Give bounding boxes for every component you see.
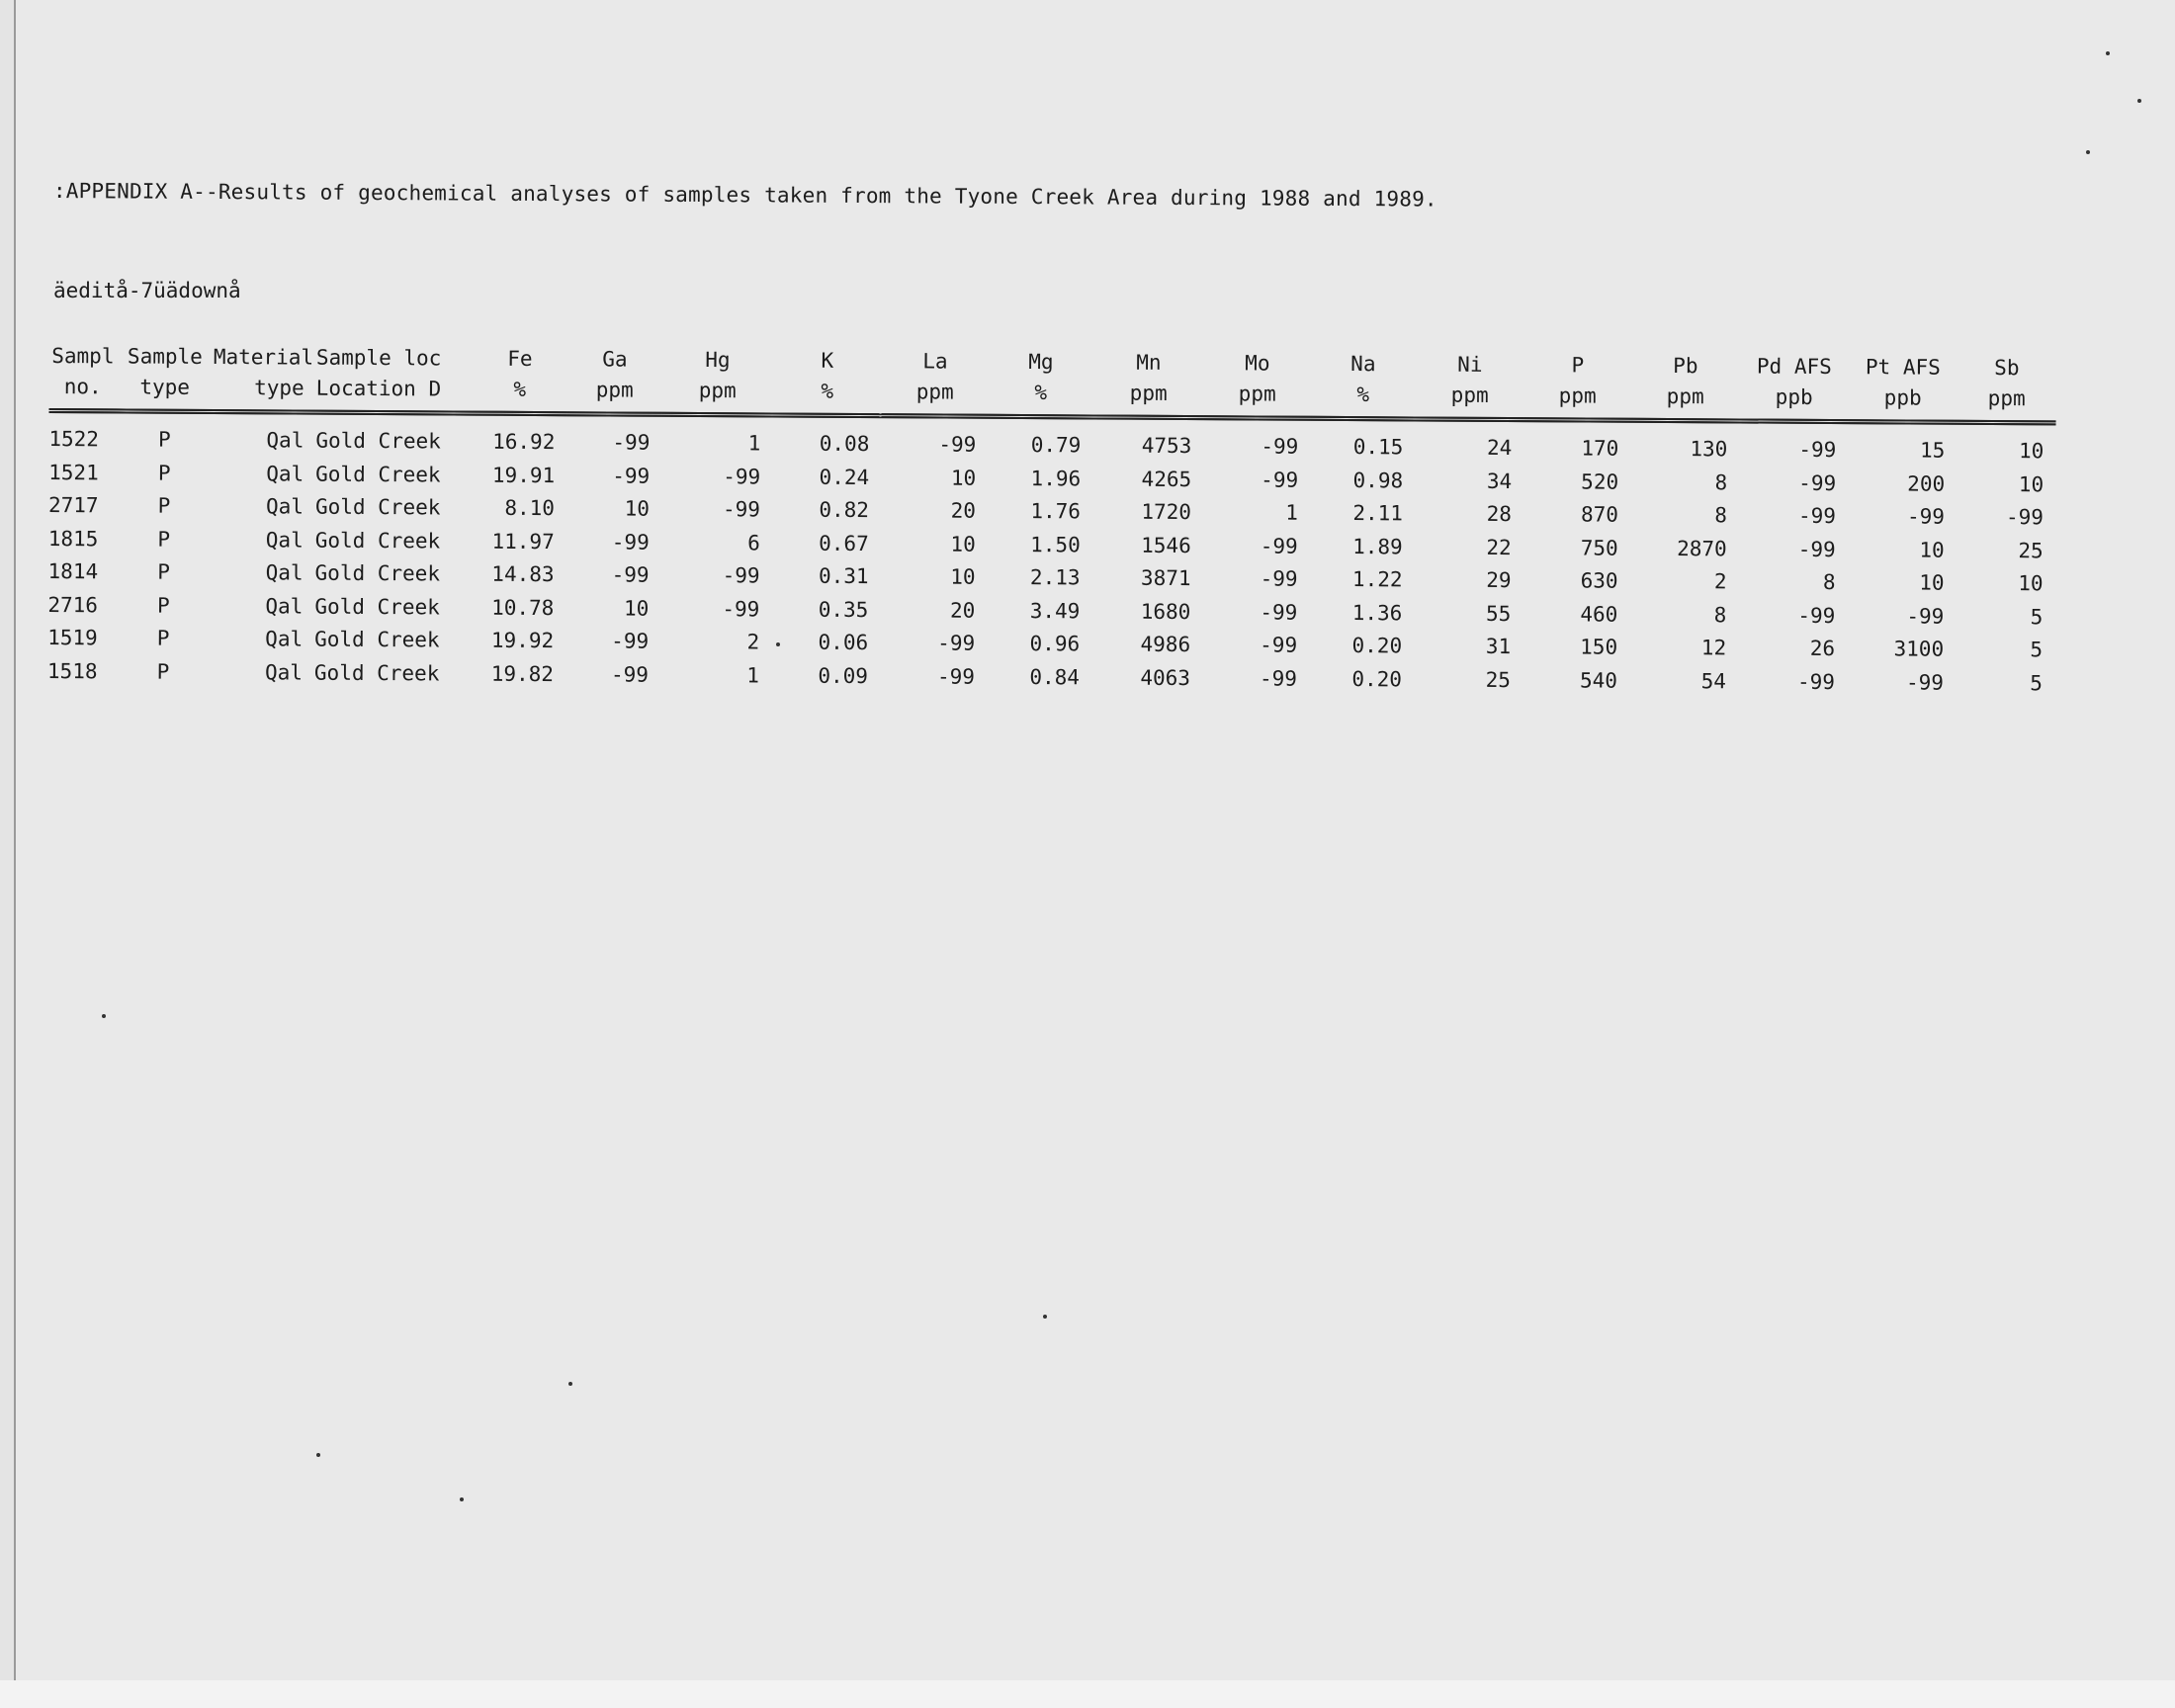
table-cell: 0.08 bbox=[819, 431, 870, 457]
table-cell: Qal bbox=[264, 659, 304, 685]
table-cell: 520 bbox=[1581, 469, 1619, 494]
table-cell: 150 bbox=[1580, 635, 1618, 659]
table-cell: -99 bbox=[1259, 665, 1298, 691]
table-cell: Gold Creek bbox=[314, 627, 440, 652]
table-cell: 870 bbox=[1580, 502, 1619, 527]
table-cell: -99 bbox=[938, 432, 977, 457]
table-cell: Qal bbox=[265, 593, 304, 619]
column-header: Mn bbox=[1136, 350, 1162, 375]
table-cell: 1519 bbox=[47, 625, 98, 650]
scanned-page bbox=[14, 0, 2175, 1680]
table-cell: 1.96 bbox=[1030, 466, 1082, 490]
table-cell: 3100 bbox=[1893, 637, 1945, 661]
table-cell: 10 bbox=[1919, 538, 1945, 562]
table-cell: 750 bbox=[1580, 535, 1618, 560]
table-cell: -99 bbox=[2005, 505, 2044, 530]
table-cell: -99 bbox=[1260, 566, 1298, 591]
table-cell: Gold Creek bbox=[314, 494, 441, 520]
table-cell: -99 bbox=[937, 631, 976, 655]
table-cell: 25 bbox=[1485, 667, 1512, 692]
table-cell: 19.92 bbox=[490, 628, 555, 653]
table-cell: -99 bbox=[1260, 633, 1298, 657]
table-cell: 2 bbox=[746, 630, 760, 654]
scan-speck bbox=[568, 1382, 572, 1386]
table-cell: 19.82 bbox=[490, 661, 555, 686]
table-cell: 0.67 bbox=[819, 531, 869, 555]
table-cell: 1 bbox=[1285, 500, 1299, 525]
table-cell: 25 bbox=[2018, 538, 2044, 562]
table-cell: 19.91 bbox=[491, 463, 556, 487]
table-cell: Qal bbox=[265, 560, 304, 585]
table-cell: 0.24 bbox=[819, 465, 870, 489]
table-cell: 5 bbox=[2030, 638, 2044, 662]
table-cell: Gold Creek bbox=[314, 594, 440, 619]
table-cell: -99 bbox=[611, 629, 650, 653]
table-cell: 0.82 bbox=[819, 497, 870, 523]
column-unit: ppm bbox=[1958, 384, 2056, 423]
table-cell: 4063 bbox=[1140, 665, 1191, 690]
table-cell: P bbox=[157, 461, 171, 485]
table-cell: -99 bbox=[611, 562, 650, 587]
column-header: Pd AFS bbox=[1756, 354, 1832, 380]
table-cell: 24 bbox=[1486, 435, 1513, 461]
table-cell: 34 bbox=[1486, 469, 1513, 493]
table-cell: 1.76 bbox=[1030, 499, 1082, 524]
table-cell: 0.35 bbox=[818, 597, 869, 622]
table-cell: 1814 bbox=[47, 558, 99, 584]
table-cell: 4753 bbox=[1141, 433, 1192, 459]
table-cell: 8.10 bbox=[504, 495, 556, 521]
table-cell: 170 bbox=[1581, 436, 1619, 461]
column-unit: ppm bbox=[1204, 379, 1311, 418]
table-cell: 2870 bbox=[1677, 536, 1727, 560]
table-cell: Qal bbox=[265, 494, 304, 519]
column-unit: ppb bbox=[1849, 383, 1958, 422]
table-cell: P bbox=[156, 659, 170, 684]
table-cell: -99 bbox=[1260, 599, 1298, 625]
table-cell: 10 bbox=[2018, 471, 2044, 496]
scan-speck bbox=[2137, 99, 2141, 103]
table-cell: -99 bbox=[1260, 533, 1298, 558]
column-unit: no. bbox=[49, 372, 117, 411]
scan-speck bbox=[316, 1453, 320, 1457]
table-cell: 15 bbox=[1919, 438, 1946, 463]
table-cell: 10 bbox=[1919, 570, 1945, 595]
table-cell: -99 bbox=[1798, 437, 1837, 463]
table-cell: -99 bbox=[1905, 669, 1945, 695]
column-unit: ppm bbox=[662, 376, 773, 415]
column-unit: % bbox=[989, 378, 1093, 417]
column-unit: ppm bbox=[1093, 378, 1204, 417]
column-unit: ppm bbox=[567, 375, 662, 414]
table-cell: 2 bbox=[1713, 569, 1727, 594]
column-header: P bbox=[1571, 353, 1585, 378]
table-cell: 2.13 bbox=[1029, 565, 1081, 590]
table-cell: -99 bbox=[722, 563, 760, 588]
table-cell: P bbox=[156, 626, 170, 650]
table-cell: 1518 bbox=[46, 658, 98, 683]
table-cell: 2716 bbox=[47, 592, 99, 617]
column-unit: type bbox=[117, 372, 214, 411]
table-cell: 11.97 bbox=[491, 529, 555, 554]
column-unit: type bbox=[214, 373, 316, 412]
scan-speck bbox=[2106, 51, 2110, 55]
column-header: Material bbox=[213, 345, 314, 370]
table-cell: 0.84 bbox=[1029, 664, 1081, 689]
column-header: Sample loc bbox=[315, 345, 442, 371]
table-cell: Gold Creek bbox=[315, 428, 441, 454]
table-cell: 1.89 bbox=[1352, 534, 1403, 558]
table-cell: -99 bbox=[1796, 669, 1836, 694]
table-cell: 130 bbox=[1690, 437, 1728, 462]
table-cell: 29 bbox=[1486, 567, 1512, 593]
column-unit: ppm bbox=[882, 377, 989, 416]
table-cell: -99 bbox=[936, 663, 976, 689]
table-cell: 22 bbox=[1486, 535, 1512, 559]
page-subtitle: äeditå-7üädownå bbox=[53, 279, 241, 302]
table-cell: 1.22 bbox=[1351, 567, 1403, 592]
column-header: Ga bbox=[602, 347, 628, 372]
table-cell: -99 bbox=[1797, 503, 1837, 529]
table-cell: 0.20 bbox=[1351, 634, 1403, 658]
table-cell: 10 bbox=[624, 496, 651, 521]
table-cell: 460 bbox=[1580, 601, 1618, 627]
table-cell: 0.09 bbox=[818, 663, 869, 688]
table-cell: 20 bbox=[950, 498, 977, 523]
table-cell: 6 bbox=[747, 530, 760, 555]
column-unit: % bbox=[1311, 380, 1416, 419]
table-cell: 4986 bbox=[1140, 632, 1191, 657]
table-cell: 0.20 bbox=[1351, 666, 1403, 691]
column-header: Sampl bbox=[51, 344, 115, 369]
table-cell: 8 bbox=[1822, 569, 1836, 595]
column-header: Mg bbox=[1028, 350, 1054, 375]
table-cell: 4265 bbox=[1141, 467, 1192, 491]
table-cell: Qal bbox=[266, 428, 304, 453]
column-unit: ppm bbox=[1416, 380, 1524, 419]
scan-bottom-margin bbox=[0, 1680, 2175, 1708]
table-cell: 3.49 bbox=[1029, 598, 1081, 623]
table-cell: Gold Creek bbox=[314, 560, 441, 586]
table-cell: 10 bbox=[623, 596, 650, 621]
table-cell: 1680 bbox=[1140, 599, 1191, 624]
table-cell: -99 bbox=[610, 661, 650, 687]
column-header: Mo bbox=[1245, 351, 1270, 376]
column-unit: ppm bbox=[1524, 381, 1631, 420]
table-cell: 0.96 bbox=[1029, 632, 1081, 656]
table-cell: 1522 bbox=[48, 426, 100, 452]
table-cell: -99 bbox=[1261, 434, 1299, 459]
table-cell: 20 bbox=[949, 598, 976, 623]
column-header: Sb bbox=[1994, 356, 2020, 381]
table-cell: 1 bbox=[747, 431, 761, 456]
table-cell: -99 bbox=[1797, 603, 1836, 628]
table-cell: Gold Creek bbox=[313, 660, 440, 685]
table-cell: 55 bbox=[1485, 601, 1512, 626]
table-cell: P bbox=[157, 527, 171, 552]
column-header: Pb bbox=[1673, 354, 1698, 379]
scan-speck bbox=[1043, 1315, 1047, 1319]
table-cell: -99 bbox=[722, 497, 761, 522]
column-header: Na bbox=[1350, 352, 1376, 377]
table-cell: Qal bbox=[265, 527, 304, 553]
table-cell: -99 bbox=[612, 463, 651, 488]
table-cell: 1546 bbox=[1141, 533, 1191, 557]
table-cell: P bbox=[156, 593, 170, 618]
table-cell: 0.15 bbox=[1352, 435, 1404, 460]
scan-speck bbox=[102, 1014, 106, 1018]
column-header: Pt AFS bbox=[1865, 355, 1941, 380]
table-cell: 12 bbox=[1700, 636, 1727, 660]
table-cell: 1.50 bbox=[1030, 532, 1081, 556]
table-cell: -99 bbox=[1906, 603, 1945, 629]
column-unit: % bbox=[773, 376, 882, 415]
table-cell: 10.78 bbox=[491, 595, 555, 620]
scan-speck bbox=[2086, 150, 2090, 154]
column-unit: Location D bbox=[316, 374, 473, 413]
table-cell: -99 bbox=[723, 464, 761, 488]
table-cell: 2717 bbox=[47, 492, 99, 518]
table-cell: 5 bbox=[2030, 604, 2044, 629]
table-cell: 3871 bbox=[1140, 565, 1191, 591]
table-cell: 8 bbox=[1714, 470, 1728, 494]
table-cell: 10 bbox=[950, 532, 976, 556]
table-cell: 1815 bbox=[47, 526, 99, 551]
table-cell: 0.79 bbox=[1030, 433, 1082, 458]
table-cell: 26 bbox=[1809, 636, 1836, 661]
table-cell: Qal bbox=[265, 627, 304, 651]
column-header: Ni bbox=[1457, 352, 1483, 377]
column-unit: ppb bbox=[1740, 382, 1849, 421]
column-unit: % bbox=[473, 375, 567, 414]
table-cell: 5 bbox=[2030, 670, 2043, 695]
table-cell: -99 bbox=[612, 430, 651, 455]
table-cell: Gold Creek bbox=[314, 528, 441, 553]
table-cell: -99 bbox=[1261, 467, 1299, 492]
table-cell: 0.98 bbox=[1352, 468, 1404, 492]
table-cell: -99 bbox=[611, 529, 650, 555]
geochem-results-table bbox=[47, 341, 2056, 700]
table-cell: 0.06 bbox=[818, 630, 869, 655]
table-cell: -99 bbox=[1798, 470, 1837, 495]
page-title: :APPENDIX A--Results of geochemical analyses of samples taken from the Tyone Creek Area during 1988 and 1989. bbox=[52, 179, 1437, 212]
table-cell: -99 bbox=[722, 596, 760, 621]
table-cell: 1 bbox=[746, 662, 760, 687]
column-header: La bbox=[922, 349, 948, 374]
table-cell: -99 bbox=[1906, 504, 1946, 529]
table-cell: 31 bbox=[1485, 634, 1512, 659]
table-cell: 8 bbox=[1714, 503, 1728, 528]
table-cell: 10 bbox=[950, 466, 977, 490]
table-cell: P bbox=[157, 559, 170, 584]
table-cell: 1.36 bbox=[1351, 600, 1403, 625]
scan-speck bbox=[460, 1497, 464, 1501]
table-cell: P bbox=[157, 427, 171, 452]
column-header: Sample bbox=[127, 344, 203, 369]
column-header: Fe bbox=[507, 346, 533, 371]
table-cell: 1720 bbox=[1141, 499, 1192, 525]
table-cell: -99 bbox=[1797, 537, 1836, 561]
table-cell: 14.83 bbox=[491, 561, 555, 587]
column-unit: ppm bbox=[1631, 382, 1740, 421]
column-header: Hg bbox=[705, 348, 731, 373]
table-cell: 540 bbox=[1579, 667, 1618, 693]
table-cell: 200 bbox=[1907, 470, 1946, 496]
table-cell: 10 bbox=[2018, 571, 2044, 596]
table-cell: 10 bbox=[950, 564, 976, 589]
table-cell: 2.11 bbox=[1352, 501, 1404, 526]
table-cell: P bbox=[157, 493, 171, 518]
table-cell: 54 bbox=[1700, 668, 1727, 693]
table-cell: 16.92 bbox=[492, 429, 556, 455]
table-cell: 10 bbox=[2018, 439, 2044, 464]
table-cell: 1521 bbox=[48, 460, 99, 484]
table-cell: Qal bbox=[266, 461, 304, 486]
table-cell: 0.31 bbox=[818, 563, 869, 589]
table-cell: 8 bbox=[1713, 602, 1727, 627]
table-cell: Gold Creek bbox=[315, 462, 441, 486]
table-cell: 28 bbox=[1486, 501, 1513, 527]
table-cell: 630 bbox=[1580, 568, 1618, 593]
column-header: K bbox=[821, 348, 834, 373]
